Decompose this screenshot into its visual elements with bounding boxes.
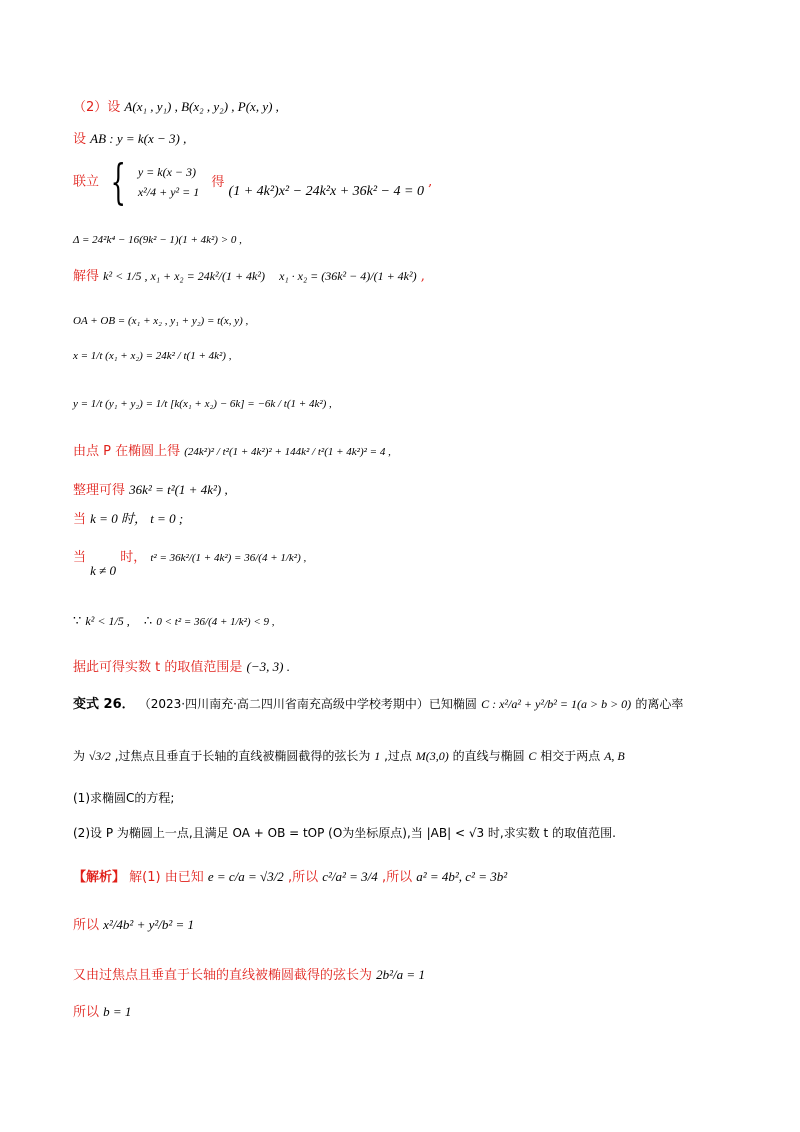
solution-label: 又由过焦点且垂直于长轴的直线被椭圆截得的弦长为 <box>73 968 373 983</box>
problem-points: A, B <box>604 749 625 763</box>
step-label: 由点 P 在椭圆上得 <box>73 444 181 459</box>
step-set-points <box>73 100 279 114</box>
step-expr: AB : y = k(x − 3) , <box>90 131 187 146</box>
step-y <box>73 398 332 410</box>
step-tail: , <box>420 269 425 284</box>
solution-label: 所以 <box>73 1005 100 1020</box>
step-solve <box>73 270 425 283</box>
step-label: （2）设 <box>73 100 121 115</box>
problem-text: ,过点 <box>384 749 412 763</box>
problem-chord: 1 <box>374 749 381 763</box>
step-expr-a: k² < 1/5 , <box>85 614 130 628</box>
step-on-ellipse <box>73 445 391 458</box>
problem-statement-line1 <box>73 698 683 711</box>
step-label: 当 <box>73 512 87 527</box>
solution-step-2 <box>73 918 194 932</box>
problem-text: 为 <box>73 749 86 763</box>
solution-text: ,所以 <box>381 870 413 885</box>
problem-statement-line2 <box>73 750 625 762</box>
step-expr: 36k² = t²(1 + 4k²) , <box>129 482 228 497</box>
problem-text: 的直线与椭圆 <box>452 749 525 763</box>
question-text: (2)设 P 为椭圆上一点,且满足 OA + OB = tOP (O为坐标原点),当 |AB| < √3 时,求实数 t 的取值范围. <box>73 826 616 840</box>
problem-question-1 <box>73 792 174 804</box>
step-label: 据此可得实数 t 的取值范围是 <box>73 660 243 675</box>
problem-ellipse: C : x²/a² + y²/b² = 1(a > b > 0) <box>481 697 632 711</box>
step-system <box>73 154 433 210</box>
step-label: 当 <box>73 550 87 565</box>
step-case-nonzero <box>73 550 307 578</box>
step-label: 整理可得 <box>73 483 126 498</box>
step-expr: k = 0 时， t = 0 ; <box>90 511 184 526</box>
step-tail: , <box>428 174 433 190</box>
step-expr: A(x₁ , y₁) , B(x₂ , y₂) , P(x, y) , <box>124 99 279 114</box>
problem-point: M(3,0) <box>415 749 449 763</box>
step-conclusion <box>73 660 290 674</box>
problem-question-2 <box>73 827 616 839</box>
problem-eccentricity: √3/2 <box>88 749 111 763</box>
solution-step-1 <box>73 870 507 884</box>
question-text: (1)求椭圆C的方程; <box>73 791 175 805</box>
step-expr-b: 0 < t² = 36/(4 + 1/k²) < 9 , <box>156 616 275 628</box>
step-label: 解得 <box>73 269 100 284</box>
step-x <box>73 350 231 362</box>
solution-expr: a² = 4b², c² = 3b² <box>416 869 508 884</box>
solution-step-4 <box>73 1005 131 1019</box>
solution-text: ,所以 <box>287 870 319 885</box>
step-expr: t² = 36k²/(1 + 4k²) = 36/(4 + 1/k²) , <box>150 552 307 564</box>
step-expr-a: k² < 1/5 , x₁ + x₂ = 24k²/(1 + 4k²) <box>103 269 265 283</box>
solution-text: 解(1) 由已知 <box>129 870 204 885</box>
system-eq-1: y = k(x − 3) <box>137 165 197 179</box>
problem-text: ,过焦点且垂直于长轴的直线被椭圆截得的弦长为 <box>114 749 371 763</box>
solution-expr: b = 1 <box>103 1004 132 1019</box>
step-label: 设 <box>73 132 87 147</box>
because-symbol: ∵ <box>73 614 82 629</box>
solution-expr: x²/4b² + y²/b² = 1 <box>103 917 195 932</box>
solution-label: 【解析】 <box>73 870 126 885</box>
step-expr: (−3, 3) . <box>246 659 290 674</box>
step-label: 联立 <box>73 174 100 190</box>
system-equations <box>138 166 199 198</box>
step-expr: x = 1/t (x₁ + x₂) = 24k² / t(1 + 4k²) , <box>73 350 232 362</box>
problem-tail: 的离心率 <box>635 697 684 711</box>
step-simplify <box>73 483 228 497</box>
solution-expr: e = c/a = √3/2 <box>207 869 284 884</box>
solution-label: 所以 <box>73 918 100 933</box>
step-expr: (24k²)² / t²(1 + 4k²)² + 144k² / t²(1 + 4k²)² = 4 , <box>184 446 391 458</box>
step-expr: OA + OB = (x₁ + x₂ , y₁ + y₂) = t(x, y) , <box>73 315 249 327</box>
problem-source: （2023·四川南充·高二四川省南充高级中学校考期中）已知椭圆 <box>138 697 477 711</box>
step-expr: Δ = 24²k⁴ − 16(9k² − 1)(1 + 4k²) > 0 , <box>73 234 242 246</box>
step-mid: 得 <box>211 174 225 190</box>
therefore-symbol: ∴ <box>143 614 153 629</box>
problem-text: 相交于两点 <box>540 749 601 763</box>
step-expr: y = 1/t (y₁ + y₂) = 1/t [k(x₁ + x₂) − 6k] = −6k / t(1 + 4k²) , <box>73 398 332 410</box>
solution-expr: c²/a² = 3/4 <box>322 869 378 884</box>
step-line-ab <box>73 132 186 146</box>
solution-step-3 <box>73 968 425 982</box>
problem-curve: C <box>528 749 537 763</box>
step-case-zero <box>73 512 183 526</box>
step-mid: 时， <box>120 550 147 565</box>
step-expr-b: x₁ · x₂ = (36k² − 4)/(1 + 4k²) <box>279 269 417 283</box>
step-expr: (1 + 4k²)x² − 24k²x + 36k² − 4 = 0 <box>228 184 424 199</box>
step-vector-sum <box>73 315 248 327</box>
step-range-calc <box>73 615 275 628</box>
problem-title: 变式 26． <box>73 697 135 712</box>
step-discriminant <box>73 234 242 246</box>
solution-expr: 2b²/a = 1 <box>376 967 425 982</box>
step-cond: k ≠ 0 <box>90 563 117 578</box>
system-brace: { <box>110 154 127 210</box>
system-eq-2: x²/4 + y² = 1 <box>137 185 200 199</box>
